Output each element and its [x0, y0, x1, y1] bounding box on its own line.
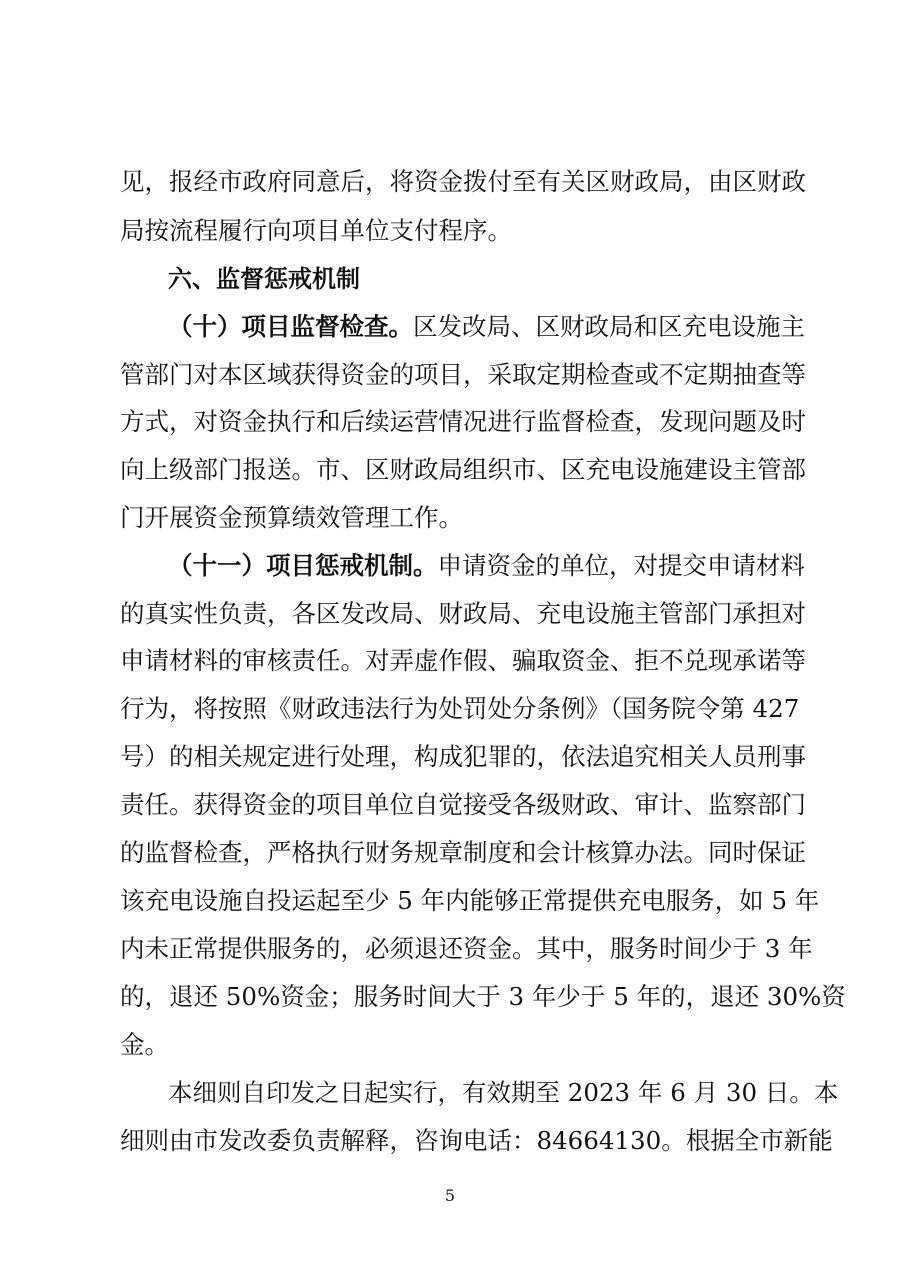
paragraph-11-lead: （十一）项目惩戒机制。	[168, 551, 438, 580]
text-line: 的，退还 50%资金；服务时间大于 3 年少于 5 年的，退还 30%资	[120, 982, 846, 1011]
text-line: 申请材料的审核责任。对弄虚作假、骗取资金、拒不兑现承诺等	[120, 646, 806, 675]
paragraph-10-text: 区发改局、区财政局和区充电设施主	[413, 312, 805, 341]
text-line: 金。	[120, 1030, 169, 1059]
text-line: 行为，将按照《财政违法行为处罚处分条例》（国务院令第 427	[120, 694, 800, 723]
text-line: 该充电设施自投运起至少 5 年内能够正常提供充电服务，如 5 年	[120, 886, 820, 915]
paragraph-11-first-line	[168, 551, 805, 581]
paragraph-11-text: 申请资金的单位，对提交申请材料	[437, 551, 805, 580]
closing-first-line: 本细则自印发之日起实行，有效期至 2023 年 6 月 30 日。本	[168, 1078, 839, 1107]
text-line: 内未正常提供服务的，必须退还资金。其中，服务时间少于 3 年	[120, 934, 813, 963]
text-line: 责任。获得资金的项目单位自觉接受各级财政、审计、监察部门	[120, 790, 806, 819]
text-line: 见，报经市政府同意后，将资金拨付至有关区财政局，由区财政	[120, 167, 806, 196]
paragraph-10-first-line	[168, 312, 805, 342]
text-line: 管部门对本区域获得资金的项目，采取定期检查或不定期抽查等	[120, 360, 806, 389]
text-line: 号）的相关规定进行处理，构成犯罪的，依法追究相关人员刑事	[120, 742, 806, 771]
text-line: 向上级部门报送。市、区财政局组织市、区充电设施建设主管部	[120, 455, 806, 484]
section-heading: 六、监督惩戒机制	[168, 265, 360, 293]
text-line: 的真实性负责，各区发改局、财政局、充电设施主管部门承担对	[120, 599, 806, 628]
text-line: 的监督检查，严格执行财务规章制度和会计核算办法。同时保证	[120, 838, 806, 867]
text-line: 细则由市发改委负责解释，咨询电话：84664130。根据全市新能	[120, 1126, 833, 1155]
text-line: 局按流程履行向项目单位支付程序。	[120, 216, 512, 245]
text-line: 方式，对资金执行和后续运营情况进行监督检查，发现问题及时	[120, 407, 806, 436]
page-number: 5	[444, 1186, 456, 1205]
paragraph-10-lead: （十）项目监督检查。	[168, 312, 413, 341]
text-line: 门开展资金预算绩效管理工作。	[120, 503, 463, 532]
